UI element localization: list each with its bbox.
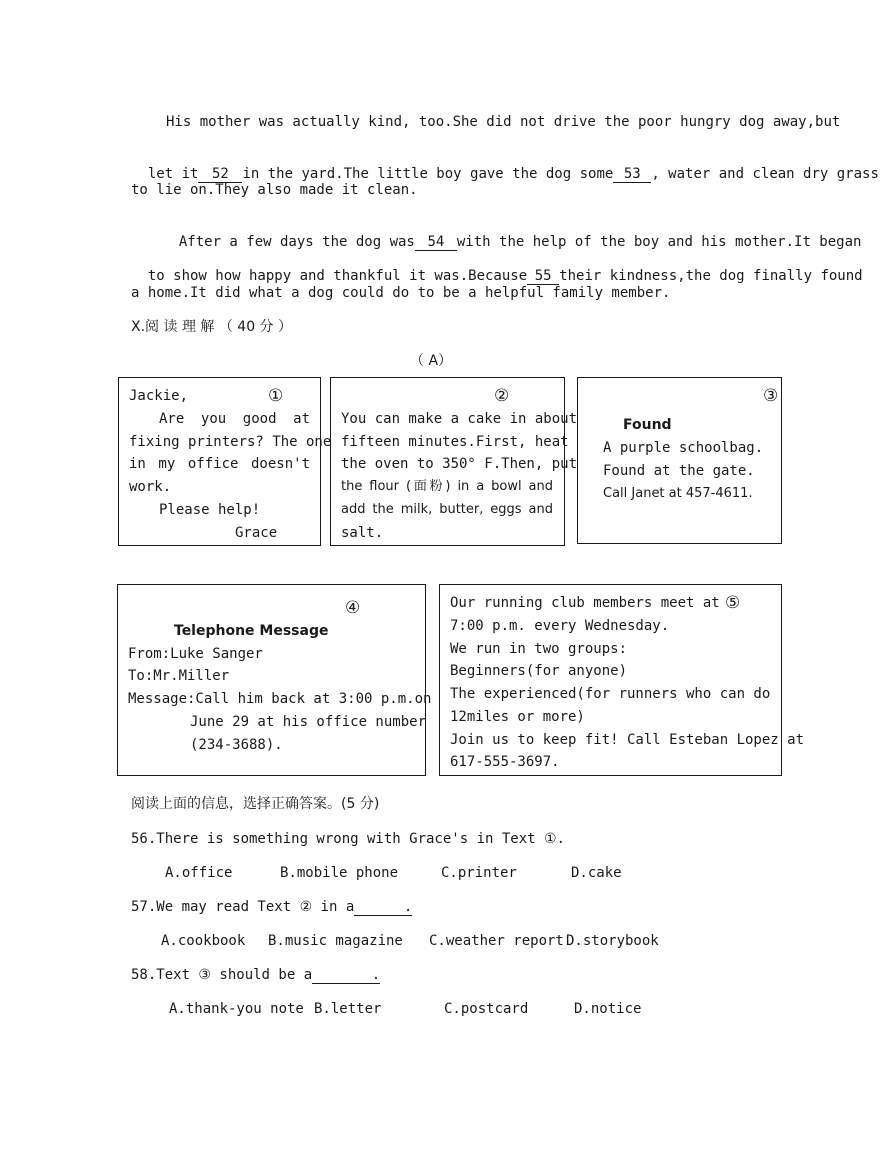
text-5-line: The experienced(for runners who can do <box>450 686 771 702</box>
cloze-text: , water and clean dry grass <box>651 166 879 182</box>
question-57-option-c: C.weather report <box>429 933 564 949</box>
text-4-to: To:Mr.Miller <box>128 668 230 684</box>
question-58-stem: 58.Text ③ should be a <box>131 967 313 983</box>
text-5-line: 617-555-3697. <box>450 754 560 770</box>
text-2-line: salt. <box>341 525 384 541</box>
cloze-text: with the help of the boy and his mother.It began <box>456 234 862 250</box>
text-4-message: (234-3688). <box>190 737 283 753</box>
text-5-line: 7:00 p.m. every Wednesday. <box>450 618 670 634</box>
text-1-line: fixing printers? The one <box>129 434 332 450</box>
question-56-option-a: A.office <box>165 865 233 881</box>
text-5-line: Beginners(for anyone) <box>450 663 628 679</box>
answer-blank: . <box>354 899 412 916</box>
cloze-p1-line2 <box>131 147 879 183</box>
cloze-text: let it <box>147 166 199 182</box>
text-1-line: Are you good at <box>159 411 310 427</box>
text-4-box <box>117 584 432 776</box>
text-4-from: From:Luke Sanger <box>128 646 263 662</box>
text-3-title: Found <box>623 417 672 433</box>
text-1-help: Please help! <box>159 502 261 518</box>
cloze-text: to show how happy and thankful it was.Because <box>147 268 528 284</box>
part-label: （ A） <box>410 353 453 369</box>
blank-53: 53 <box>613 166 651 183</box>
text-4-message: Message:Call him back at 3:00 p.m.on <box>128 691 432 707</box>
text-4-title: Telephone Message <box>174 623 329 639</box>
text-3-line: Found at the gate. <box>603 463 755 479</box>
blank-54: 54 <box>415 234 457 251</box>
text-5-line: We run in two groups: <box>450 641 628 657</box>
text-5-number: ⑤ <box>725 593 741 613</box>
text-5-line: Join us to keep fit! Call Esteban Lopez at <box>450 732 805 748</box>
text-3-box <box>577 377 782 544</box>
text-3-number: ③ <box>763 386 779 406</box>
question-56-option-b: B.mobile phone <box>280 865 399 881</box>
cloze-text: their kindness,the dog finally found <box>559 268 863 284</box>
cloze-p2-line1 <box>162 215 861 251</box>
cloze-text: in the yard.The little boy gave the dog some <box>242 166 614 182</box>
text-1-line: work. <box>129 479 172 495</box>
question-58-option-b: B.letter <box>314 1001 382 1017</box>
text-3-line: A purple schoolbag. <box>603 440 764 456</box>
text-4-message: June 29 at his office number <box>190 714 427 730</box>
question-57-option-d: D.storybook <box>566 933 659 949</box>
question-56-stem: 56.There is something wrong with Grace's in Text ①. <box>131 831 565 847</box>
question-56-option-d: D.cake <box>571 865 622 881</box>
text-1-number: ① <box>268 386 284 406</box>
question-57 <box>131 898 412 916</box>
instructions: 阅读上面的信息，选择正确答案。(5 分) <box>131 796 380 812</box>
text-1-line: in my office doesn't <box>129 456 310 472</box>
cloze-p2-line2 <box>131 249 863 285</box>
text-2-line: add the milk, butter, eggs and <box>341 502 553 517</box>
text-2-number: ② <box>494 386 510 406</box>
question-58-option-c: C.postcard <box>444 1001 529 1017</box>
cloze-text: After a few days the dog was <box>178 234 415 250</box>
question-56-option-c: C.printer <box>441 865 517 881</box>
question-57-option-b: B.music magazine <box>268 933 403 949</box>
blank-55: 55 <box>527 268 559 285</box>
question-58-option-a: A.thank-you note <box>169 1001 304 1017</box>
text-1-salutation: Jackie, <box>129 388 189 404</box>
question-58-option-d: D.notice <box>574 1001 642 1017</box>
text-3-line: Call Janet at 457-4611. <box>603 486 753 501</box>
cloze-p1-line3: to lie on.They also made it clean. <box>131 182 418 198</box>
cloze-p1-line1: His mother was actually kind, too.She did not drive the poor hungry dog away,but <box>166 114 841 130</box>
text-2-line: the flour (面粉) in a bowl and <box>341 479 553 494</box>
question-57-stem: 57.We may read Text ② in a <box>131 899 355 915</box>
question-58 <box>131 966 380 984</box>
section-heading: X.阅 读 理 解 （ 40 分 ） <box>131 319 293 335</box>
text-2-line: You can make a cake in about <box>341 411 578 427</box>
text-2-line: the oven to 350° F.Then, put <box>341 456 578 472</box>
text-2-box <box>330 377 578 546</box>
question-57-option-a: A.cookbook <box>161 933 246 949</box>
answer-blank: . <box>312 967 380 984</box>
text-1-signature: Grace <box>235 525 278 541</box>
text-2-line: fifteen minutes.First, heat <box>341 434 569 450</box>
blank-52: 52 <box>198 166 242 183</box>
text-4-number: ④ <box>345 598 361 618</box>
cloze-p2-line3: a home.It did what a dog could do to be a helpful family member. <box>131 285 671 301</box>
text-5-line: 12miles or more) <box>450 709 585 725</box>
text-5-box <box>439 584 805 776</box>
text-5-line: Our running club members meet at <box>450 595 720 611</box>
text-1-box <box>118 377 332 546</box>
